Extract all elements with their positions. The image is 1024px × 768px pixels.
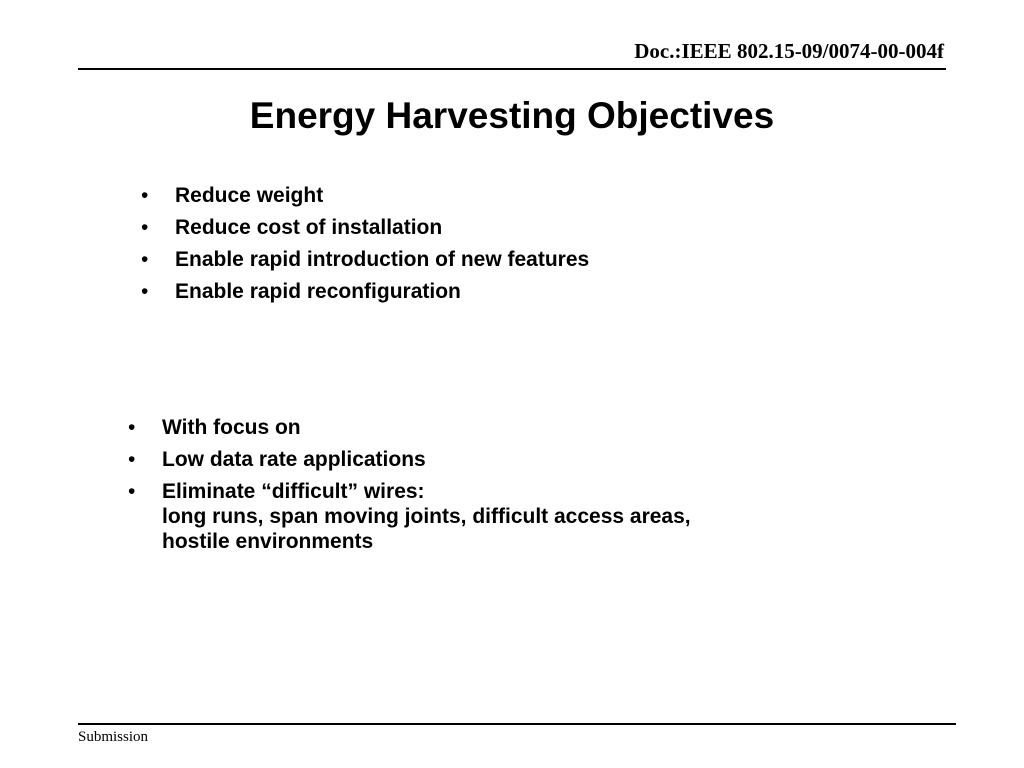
bullet-icon: • xyxy=(141,184,149,207)
list-item-text: Eliminate “difficult” wires: xyxy=(162,480,425,503)
list-item xyxy=(141,247,589,272)
bullet-icon: • xyxy=(141,280,149,303)
footer-rule xyxy=(78,723,956,725)
list-item-text: Enable rapid introduction of new features xyxy=(175,248,590,271)
list-item xyxy=(141,215,589,240)
footer-label: Submission xyxy=(78,729,149,745)
bullet-icon: • xyxy=(128,448,136,471)
list-item xyxy=(128,479,691,554)
list-item-text: Reduce weight xyxy=(175,184,324,207)
list-item-text: With focus on xyxy=(162,416,301,439)
slide-title: Energy Harvesting Objectives xyxy=(249,95,775,136)
list-item-text: Enable rapid reconfiguration xyxy=(175,280,461,303)
bullet-icon: • xyxy=(141,216,149,239)
objectives-list xyxy=(141,183,589,311)
list-item-continuation: long runs, span moving joints, difficult access areas, xyxy=(162,505,691,528)
list-item xyxy=(141,183,589,208)
list-item-text: Reduce cost of installation xyxy=(175,216,443,239)
focus-list xyxy=(128,415,691,561)
bullet-icon: • xyxy=(128,416,136,439)
bullet-icon: • xyxy=(128,480,136,503)
doc-id: Doc.:IEEE 802.15-09/0074-00-004f xyxy=(634,39,944,63)
list-item xyxy=(128,415,691,440)
list-item xyxy=(141,279,589,304)
list-item xyxy=(128,447,691,472)
bullet-icon: • xyxy=(141,248,149,271)
header-rule xyxy=(78,68,946,70)
list-item-continuation: hostile environments xyxy=(162,530,374,553)
list-item-text: Low data rate applications xyxy=(162,448,426,471)
